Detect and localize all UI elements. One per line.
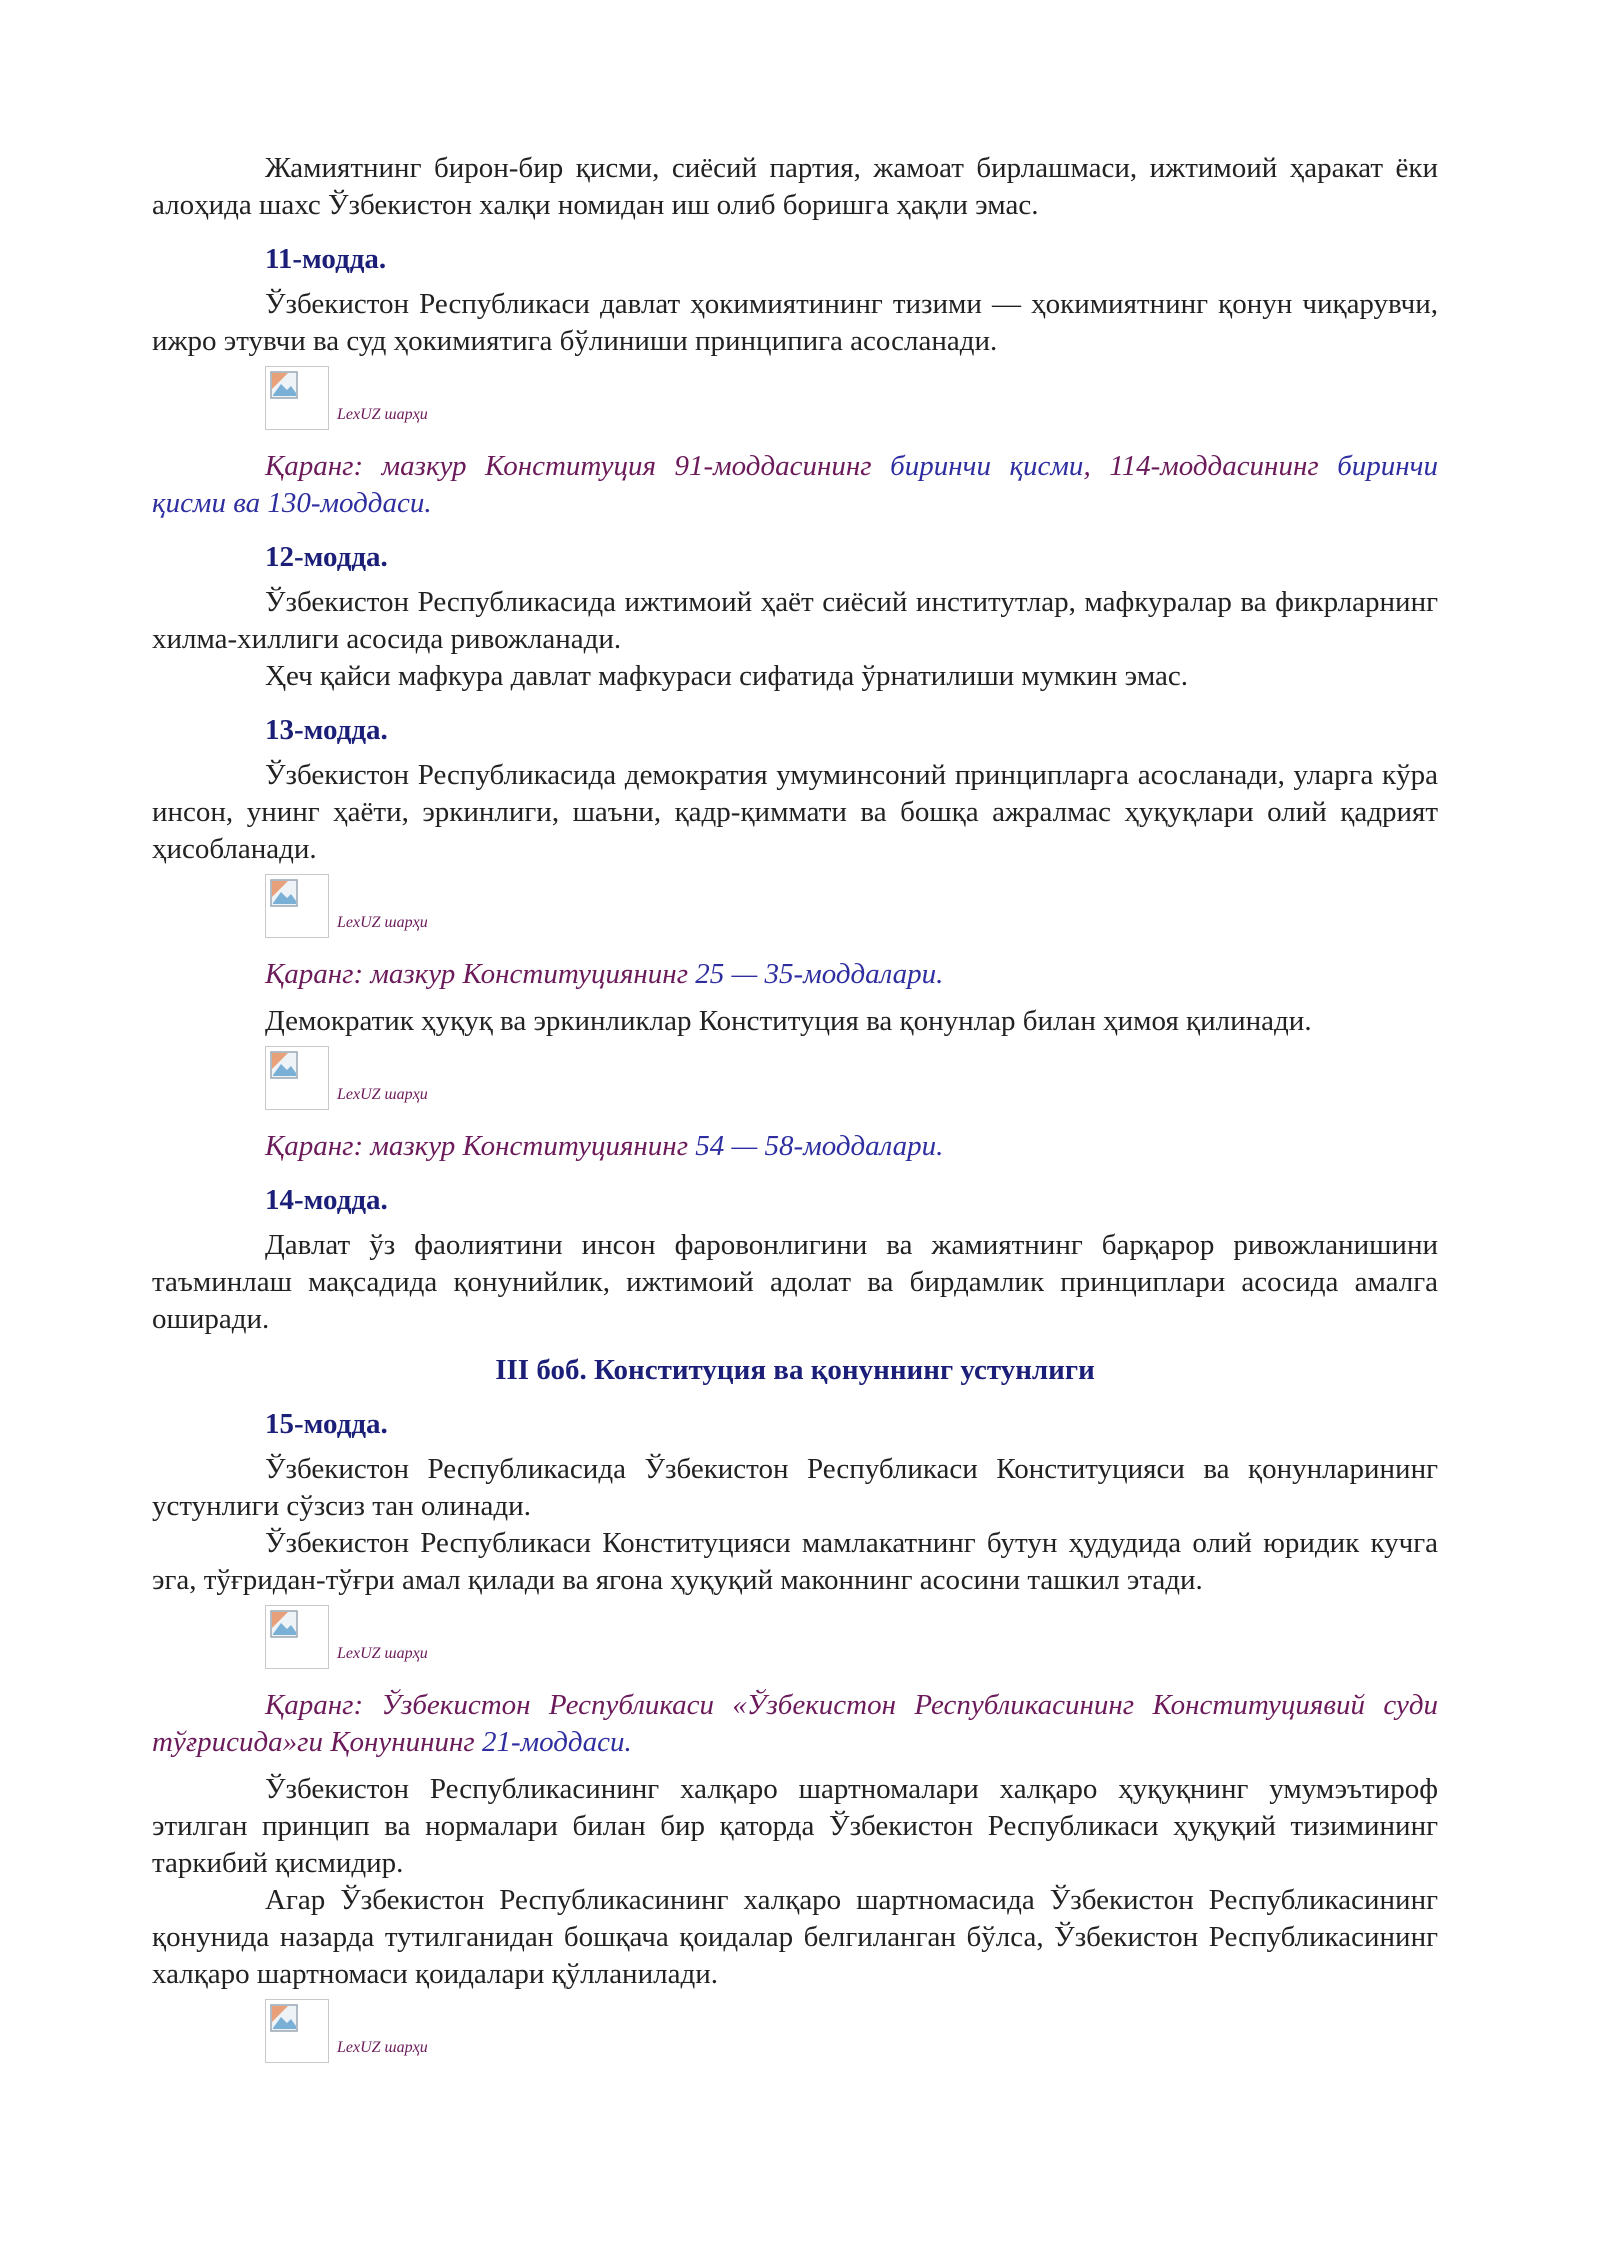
document-body: [152, 150, 1438, 2081]
reference-link[interactable]: 91-моддасининг: [674, 450, 872, 482]
reference-link[interactable]: 54 — 58-моддалари.: [695, 1130, 944, 1162]
reference-note: Қаранг: Ўзбекистон Республикаси «Ўзбекистон Республикасининг Конституциявий суди тўғрисида»ги Қонунининг 21-моддаси.: [152, 1689, 1438, 1758]
paragraph: Агар Ўзбекистон Республикасининг халқаро шартномасида Ўзбекистон Республикасининг қонунида назарда тутилганидан бошқача қоидалар белгиланган бўлса, Ўзбекистон Республикасининг халқаро шартномаси қоидалари қўлланилади.: [152, 1884, 1438, 1990]
paragraph: Жамиятнинг бирон-бир қисми, сиёсий партия, жамоат бирлашмаси, ижтимоий ҳаракат ёки алоҳида шахс Ўзбекистон халқи номидан иш олиб боришга ҳақли эмас.: [152, 152, 1438, 221]
lexuz-comment[interactable]: [265, 1999, 1438, 2077]
paragraph: Ўзбекистон Республикасининг халқаро шартномалари халқаро ҳуқуқнинг умумэътироф этилган принцип ва нормалари билан бир қаторда Ўзбекистон Республикаси ҳуқуқий тизимининг таркибий қисмидир.: [152, 1773, 1438, 1879]
lexuz-comment[interactable]: [265, 1046, 1438, 1124]
reference-link[interactable]: 21-моддаси.: [481, 1726, 632, 1758]
paragraph: Давлат ўз фаолиятини инсон фаровонлигини ва жамиятнинг барқарор ривожланишини таъминлаш мақсадида қонунийлик, ижтимоий адолат ва бирдамлик принциплари асосида амалга оширади.: [152, 1229, 1438, 1335]
reference-note: Қаранг: мазкур Конституциянинг 25 — 35-моддалари.: [265, 958, 944, 990]
broken-image-icon: [265, 1605, 329, 1669]
article-heading-11: 11-модда.: [265, 243, 387, 275]
paragraph: Демократик ҳуқуқ ва эркинликлар Конституция ва қонунлар билан ҳимоя қилинади.: [265, 1005, 1312, 1037]
article-heading-14: 14-модда.: [265, 1184, 388, 1216]
broken-image-icon: [265, 366, 329, 430]
lexuz-commentary-link[interactable]: LexUZ шарҳи: [337, 914, 428, 931]
lexuz-comment[interactable]: [265, 1605, 1438, 1683]
reference-note: Қаранг: мазкур Конституция 91-моддасининг биринчи қисми, 114-моддасининг биринчи қисми ва 130-моддаси.: [152, 450, 1438, 519]
lexuz-commentary-link[interactable]: LexUZ шарҳи: [337, 406, 428, 423]
broken-image-icon: [265, 1999, 329, 2063]
reference-link[interactable]: 25 — 35-моддалари.: [695, 958, 944, 990]
reference-link[interactable]: биринчи қисми ва 130-моддаси.: [152, 450, 1438, 519]
paragraph: Ўзбекистон Республикаси давлат ҳокимиятининг тизими — ҳокимиятнинг қонун чиқарувчи, ижро этувчи ва суд ҳокимиятига бўлиниши принципига асосланади.: [152, 288, 1438, 357]
paragraph: Ўзбекистон Республикаси Конституцияси мамлакатнинг бутун ҳудудида олий юридик кучга эга, тўғридан-тўғри амал қилади ва ягона ҳуқуқий маконнинг асосини ташкил этади.: [152, 1527, 1438, 1596]
paragraph: Ўзбекистон Республикасида демократия умуминсоний принципларга асосланади, уларга кўра инсон, унинг ҳаёти, эркинлиги, шаъни, қадр-қиммати ва бошқа ажралмас ҳуқуқлари олий қадрият ҳисобланади.: [152, 759, 1438, 865]
lexuz-comment[interactable]: [265, 366, 1438, 444]
paragraph: Ўзбекистон Республикасида Ўзбекистон Республикаси Конституцияси ва қонунларининг устунлиги сўзсиз тан олинади.: [152, 1453, 1438, 1522]
paragraph: Ўзбекистон Республикасида ижтимоий ҳаёт сиёсий институтлар, мафкуралар ва фикрларнинг хилма-хиллиги асосида ривожланади.: [152, 586, 1438, 655]
article-heading-13: 13-модда.: [265, 714, 388, 746]
broken-image-icon: [265, 1046, 329, 1110]
reference-note: Қаранг: мазкур Конституциянинг 54 — 58-моддалари.: [265, 1130, 944, 1162]
lexuz-commentary-link[interactable]: LexUZ шарҳи: [337, 1086, 428, 1103]
lexuz-commentary-link[interactable]: LexUZ шарҳи: [337, 1645, 428, 1662]
reference-link[interactable]: биринчи қисми: [890, 450, 1084, 482]
reference-link[interactable]: 114-моддасининг: [1109, 450, 1319, 482]
lexuz-comment[interactable]: [265, 874, 1438, 952]
lexuz-commentary-link[interactable]: LexUZ шарҳи: [337, 2039, 428, 2056]
article-heading-12: 12-модда.: [265, 541, 388, 573]
article-heading-15: 15-модда.: [265, 1408, 388, 1440]
paragraph: Ҳеч қайси мафкура давлат мафкураси сифатида ўрнатилиши мумкин эмас.: [265, 660, 1188, 692]
broken-image-icon: [265, 874, 329, 938]
chapter-title: III боб. Конституция ва қонуннинг устунлиги: [495, 1354, 1095, 1386]
